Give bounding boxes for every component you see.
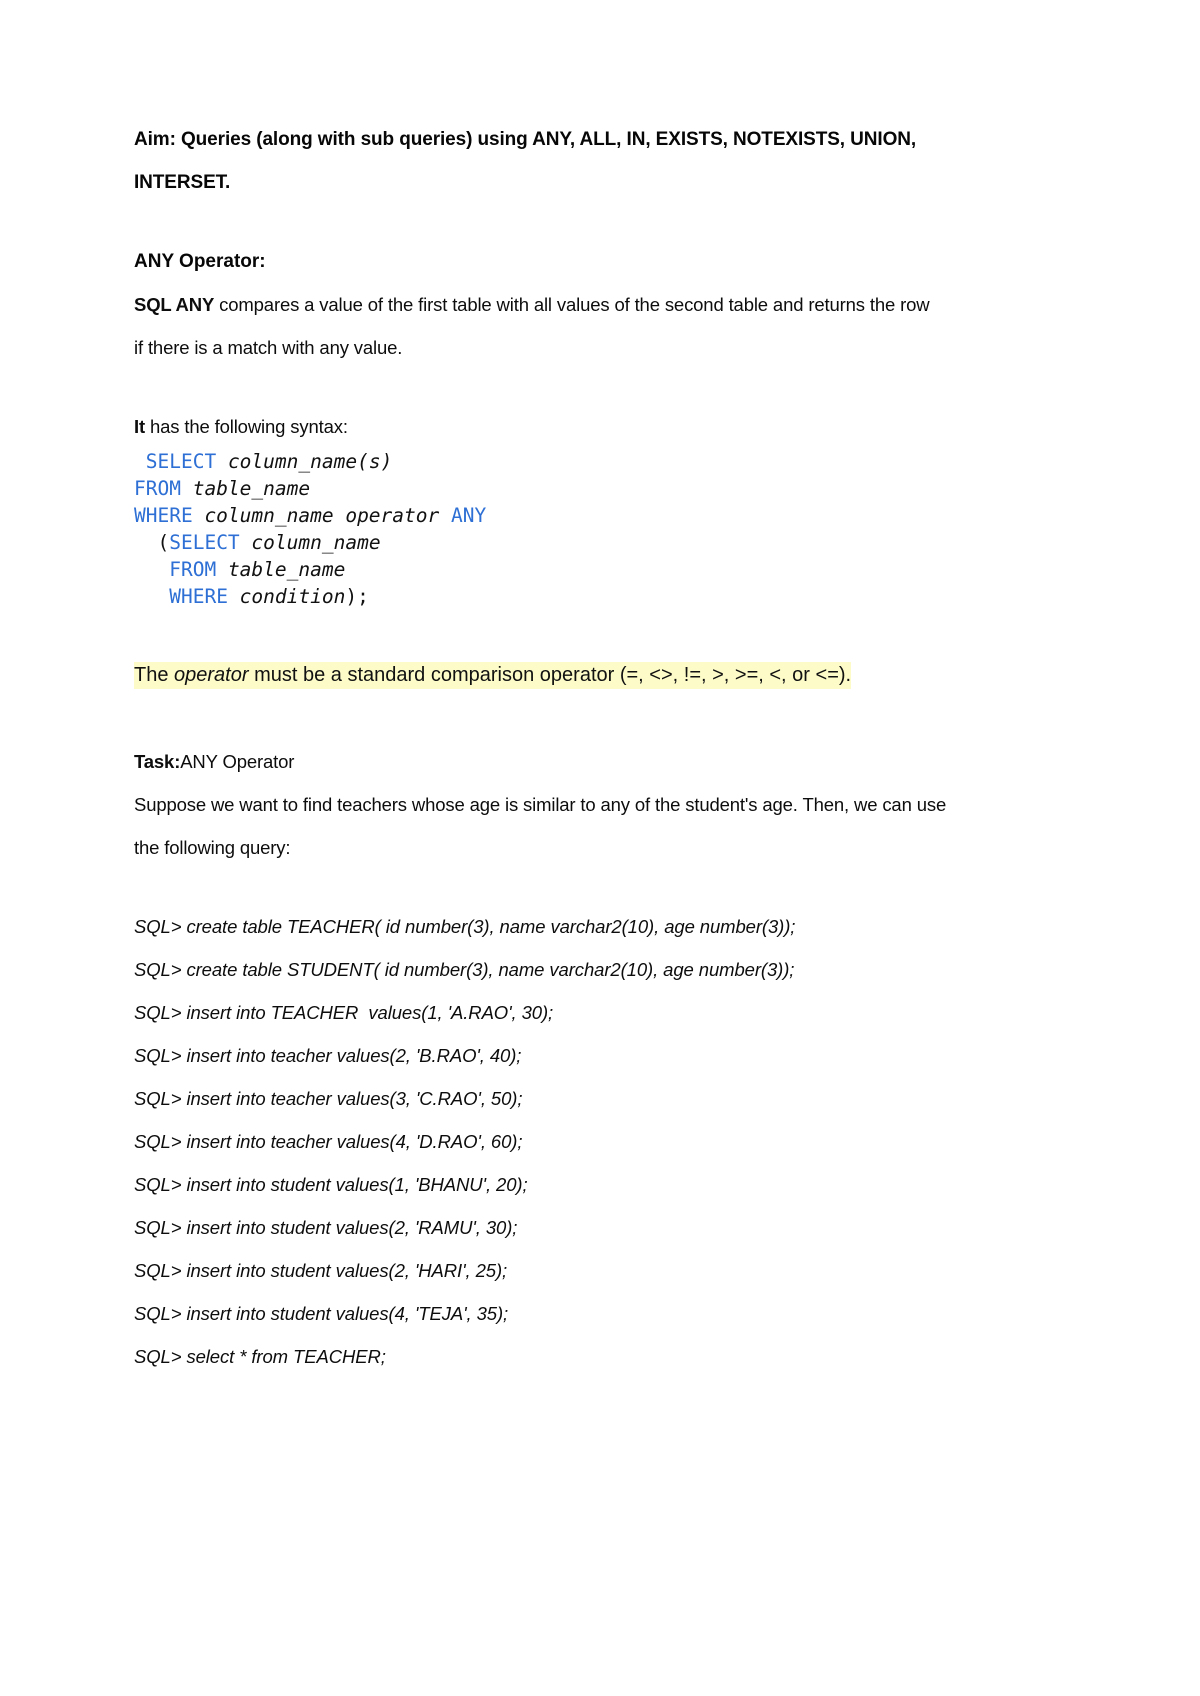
code-indent: [134, 585, 169, 608]
sql-keyword: SELECT: [145, 450, 217, 473]
code-line: [134, 448, 1000, 475]
intro-lead: SQL ANY: [134, 294, 215, 315]
sql-keyword: ANY: [450, 504, 487, 527]
intro-rest: compares a value of the first table with all values of the second table and returns the row: [214, 294, 930, 315]
note-prefix: The: [134, 664, 175, 686]
code-line: [134, 475, 1000, 502]
sql-keyword: SELECT: [169, 531, 240, 554]
note-suffix: must be a standard comparison operator (=, <>, !=, >, >=, <, or <=).: [248, 664, 852, 686]
spacer: [134, 690, 1000, 740]
spacer: [134, 204, 1000, 240]
aim-line-2: INTERSET.: [134, 172, 231, 193]
task-label: Task:: [134, 751, 181, 772]
task-description-line-1: Suppose we want to find teachers whose age is similar to any of the student's age. Then, we can use: [134, 794, 947, 815]
operator-note-highlight: [134, 662, 851, 689]
sql-syntax-code-block: [134, 448, 1000, 610]
task-label-line: [134, 740, 1000, 783]
syntax-intro-bold: It: [134, 416, 146, 437]
sql-keyword: WHERE: [134, 504, 193, 527]
intro-paragraph-line-1: [134, 283, 1000, 326]
code-indent: [134, 450, 146, 473]
sql-command-line: SQL> create table TEACHER( id number(3), name varchar2(10), age number(3));: [134, 916, 796, 937]
spacer: [134, 869, 1000, 905]
sql-keyword: FROM: [169, 558, 217, 581]
sql-command-line: SQL> create table STUDENT( id number(3), name varchar2(10), age number(3));: [134, 959, 795, 980]
sql-command-line: SQL> insert into teacher values(2, 'B.RAO', 40);: [134, 1045, 522, 1066]
spacer: [134, 369, 1000, 405]
syntax-intro-rest: has the following syntax:: [145, 416, 348, 437]
sql-command-line: SQL> insert into TEACHER values(1, 'A.RAO', 30);: [134, 1002, 554, 1023]
sql-command-line: SQL> insert into student values(4, 'TEJA', 35);: [134, 1303, 509, 1324]
code-indent: [134, 558, 169, 581]
code-line: [134, 529, 1000, 556]
sql-identifier: table_name: [180, 477, 311, 500]
sql-identifier: column_name(s): [216, 450, 393, 473]
intro-paragraph-line-2: if there is a match with any value.: [134, 337, 403, 358]
code-indent: (: [134, 531, 170, 554]
sql-command-line: SQL> insert into student values(2, 'HARI', 25);: [134, 1260, 508, 1281]
sql-command-line: SQL> select * from TEACHER;: [134, 1346, 386, 1367]
aim-line-1: Aim: Queries (along with sub queries) using ANY, ALL, IN, EXISTS, NOTEXISTS, UNION,: [134, 129, 917, 150]
code-line: [134, 556, 1000, 583]
sql-keyword: FROM: [134, 477, 181, 500]
document-body: [134, 118, 1000, 1378]
operator-note: [134, 660, 964, 690]
code-line: [134, 583, 1000, 610]
sql-identifier: table_name: [216, 558, 346, 581]
sql-command-line: SQL> insert into student values(2, 'RAMU', 30);: [134, 1217, 518, 1238]
any-operator-heading: ANY Operator:: [134, 251, 266, 272]
sql-identifier: column_name operator: [192, 504, 451, 527]
task-description-line-2: the following query:: [134, 837, 291, 858]
syntax-intro: [134, 405, 1000, 448]
sql-identifier: column_name: [239, 531, 381, 554]
sql-command-list: [134, 905, 1000, 1378]
code-punctuation: );: [345, 585, 369, 608]
spacer: [134, 610, 1000, 660]
sql-identifier: condition: [227, 585, 346, 608]
note-italic-operator: operator: [174, 664, 249, 686]
sql-command-line: SQL> insert into teacher values(4, 'D.RAO', 60);: [134, 1131, 523, 1152]
code-line: [134, 502, 1000, 529]
task-name: ANY Operator: [180, 751, 295, 772]
sql-command-line: SQL> insert into student values(1, 'BHANU', 20);: [134, 1174, 528, 1195]
sql-command-line: SQL> insert into teacher values(3, 'C.RAO', 50);: [134, 1088, 523, 1109]
sql-keyword: WHERE: [169, 585, 228, 608]
